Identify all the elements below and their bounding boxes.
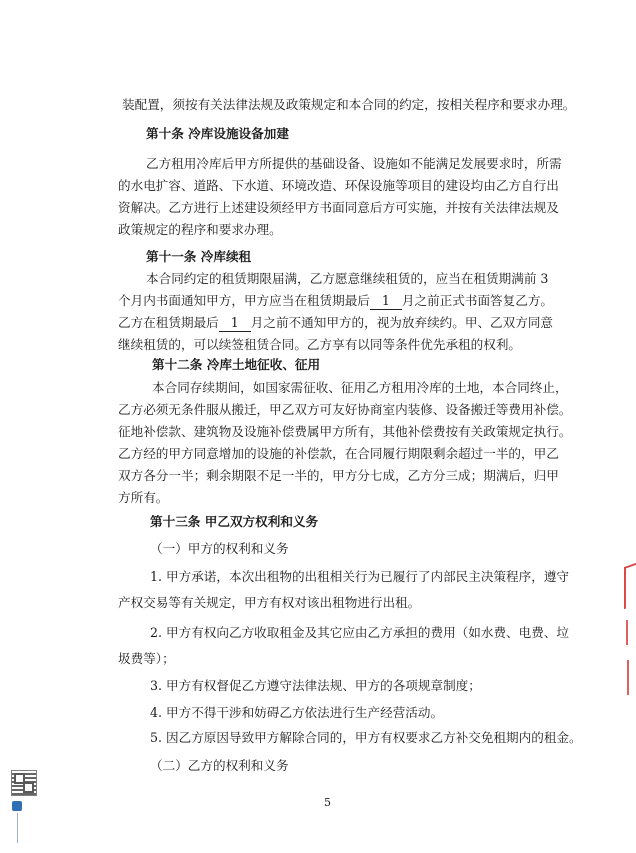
paragraph-line: 的水电扩容、道路、下水道、环境改造、环保设施等项目的建设均由乙方自行出	[118, 178, 559, 193]
paragraph-line: 双方各分一半；剩余期限不足一半的，甲方分七成，乙方分三成；期满后，归甲	[118, 468, 559, 483]
underlined-value: 1	[219, 314, 251, 332]
paragraph-line	[118, 314, 553, 332]
paragraph-line: 征地补偿款、建筑物及设施补偿费属甲方所有，其他补偿费按有关政策规定执行。	[118, 424, 572, 439]
paragraph-line: 圾费等）；	[118, 651, 175, 666]
paragraph-line: 1. 甲方承诺，本次出租物的出租相关行为已履行了内部民主决策程序，遵守	[150, 569, 570, 584]
paragraph-line: 5. 因乙方原因导致甲方解除合同的，甲方有权要求乙方补交免租期内的租金。	[150, 730, 582, 745]
text-segment: 乙方在租赁期最后	[118, 315, 219, 330]
paragraph-line: 方所有。	[118, 490, 169, 505]
paragraph-line: 乙方必须无条件服从搬迁，甲乙双方可友好协商室内装修、设备搬迁等费用补偿。	[118, 402, 572, 417]
text-segment: 月之前不通知甲方的，视为放弃续约。甲、乙双方同意	[250, 315, 553, 330]
paragraph-line	[118, 292, 553, 310]
seal-edge-mark	[627, 660, 635, 695]
seal-edge-mark	[626, 620, 636, 645]
paragraph-line: 产权交易等有关规定，甲方有权对该出租物进行出租。	[118, 595, 421, 610]
article-13-heading: 第十三条 甲乙双方权利和义务	[150, 514, 319, 529]
paragraph-line: 本合同约定的租赁期限届满，乙方愿意继续租赁的，应当在租赁期满前 3	[146, 271, 549, 286]
text-segment: 个月内书面通知甲方，甲方应当在租赁期最后	[118, 293, 370, 308]
paragraph-line: 4. 甲方不得干涉和妨碍乙方依法进行生产经营活动。	[150, 705, 444, 720]
article-12-heading: 第十二条 冷库土地征收、征用	[152, 357, 321, 372]
paragraph-line: 2. 甲方有权向乙方收取租金及其它应由乙方承担的费用（如水费、电费、垃	[150, 625, 570, 640]
article-11-heading: 第十一条 冷库续租	[146, 249, 252, 264]
text-segment: 月之前正式书面答复乙方。	[401, 293, 553, 308]
underlined-value: 1	[370, 292, 402, 310]
section-heading-party-a: （一）甲方的权利和义务	[150, 541, 289, 556]
paragraph-line: 装配置，须按有关法律法规及政策规定和本合同的约定，按相关程序和要求办理。	[122, 97, 576, 112]
scanner-logo-icon	[12, 801, 22, 811]
article-10-heading: 第十条 冷库设施设备加建	[146, 126, 289, 141]
paragraph-line: 乙方租用冷库后甲方所提供的基础设备、设施如不能满足发展要求时，所需	[146, 156, 562, 171]
paragraph-line: 资解决。乙方进行上述建设须经甲方书面同意后方可实施，并按有关法律法规及	[118, 200, 559, 215]
paragraph-line: 本合同存续期间，如国家需征收、征用乙方租用冷库的土地，本合同终止，	[152, 380, 568, 395]
scanner-watermark	[17, 813, 18, 843]
paragraph-line: 3. 甲方有权督促乙方遵守法律法规、甲方的各项规章制度；	[150, 678, 481, 693]
section-heading-party-b: （二）乙方的权利和义务	[150, 758, 289, 773]
page-number: 5	[324, 796, 331, 809]
seal-edge-mark	[624, 563, 636, 609]
paragraph-line: 政策规定的程序和要求办理。	[118, 222, 282, 237]
paragraph-line: 乙方经的甲方同意增加的设施的补偿款，在合同履行期限剩余超过一半的，甲乙	[118, 446, 559, 461]
qr-code-icon	[11, 770, 37, 796]
paragraph-line: 继续租赁的，可以续签租赁合同。乙方享有以同等条件优先承租的权利。	[118, 337, 521, 352]
